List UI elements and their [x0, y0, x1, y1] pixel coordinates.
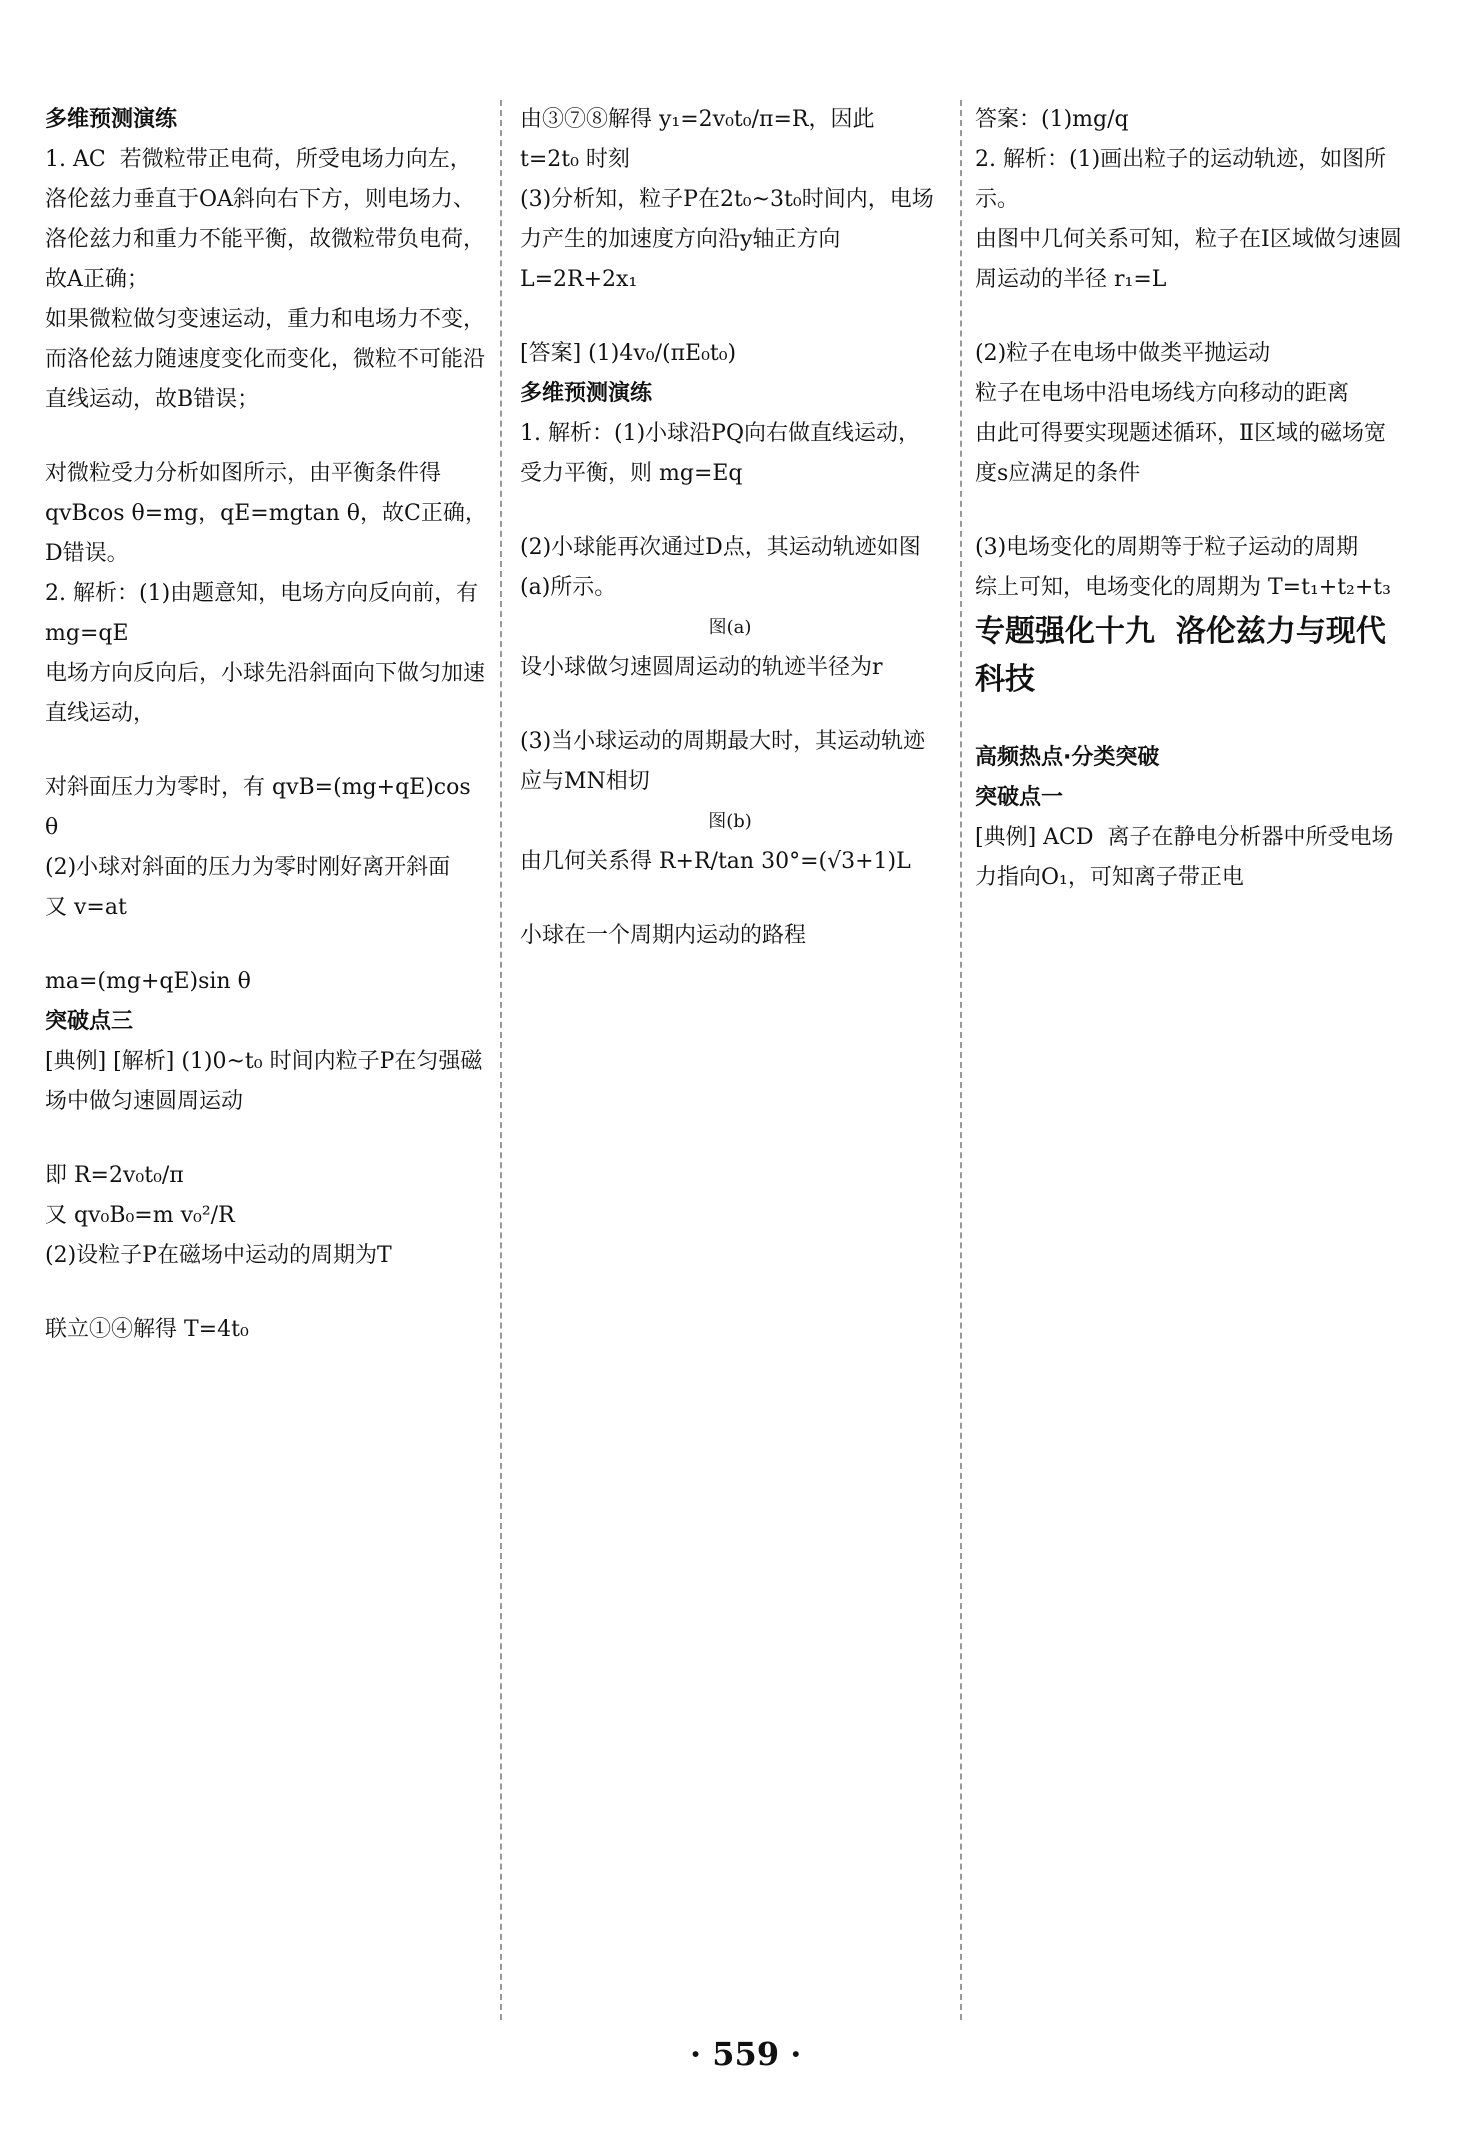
text-line: 多维预测演练: [45, 107, 178, 132]
divider: [500, 100, 502, 2020]
text-line: 答案：(1)mg/q: [975, 107, 1129, 132]
text-line: 小球在一个周期内运动的路程: [520, 923, 807, 948]
text-line: 高频热点·分类突破: [975, 745, 1160, 770]
text-line: (2)小球能再次通过D点，其运动轨迹如图(a)所示。: [520, 535, 921, 600]
column-3: [975, 100, 1405, 932]
text-line: 1. AC 若微粒带正电荷，所受电场力向左，洛伦兹力垂直于OA斜向右下方，则电场力、洛伦兹力和重力不能平衡，故微粒带负电荷，故A正确；: [45, 147, 486, 292]
text-line: (3)电场变化的周期等于粒子运动的周期: [975, 535, 1359, 560]
text-line: 1. 解析：(1)小球沿PQ向右做直线运动，受力平衡，则 mg=Eq: [520, 421, 920, 486]
text-line: L=2R+2x₁: [520, 267, 638, 292]
text-line: 如果微粒做匀变速运动，重力和电场力不变，而洛伦兹力随速度变化而变化，微粒不可能沿直线运动，故B错误；: [45, 307, 486, 412]
text-line: (2)小球对斜面的压力为零时刚好离开斜面: [45, 855, 451, 880]
text-line: (3)分析知，粒子P在2t₀~3t₀时间内，电场力产生的加速度方向沿y轴正方向: [520, 187, 934, 252]
text-line: [典例] ACD 离子在静电分析器中所受电场力指向O₁，可知离子带正电: [975, 825, 1394, 890]
text-line: (2)粒子在电场中做类平抛运动: [975, 341, 1271, 366]
text-line: 对微粒受力分析如图所示，由平衡条件得 qvBcos θ=mg，qE=mgtan θ，故C正确，D错误。: [45, 461, 487, 566]
text-line: 专题强化十九 洛伦兹力与现代科技: [975, 614, 1386, 697]
text-line: 又 v=at: [45, 895, 127, 920]
text-line: 由此可得要实现题述循环，Ⅱ区域的磁场宽度s应满足的条件: [975, 421, 1386, 486]
text-line: 由几何关系得 R+R/tan 30°=(√3+1)L: [520, 849, 911, 874]
column-2: [520, 100, 940, 956]
text-line: 对斜面压力为零时，有 qvB=(mg+qE)cos θ: [45, 775, 478, 840]
text-line: (2)设粒子P在磁场中运动的周期为T: [45, 1243, 392, 1268]
text-line: 由图中几何关系可知，粒子在Ⅰ区域做匀速圆周运动的半径 r₁=L: [975, 227, 1402, 292]
text-line: 联立①④解得 T=4t₀: [45, 1317, 249, 1342]
text-line: 多维预测演练: [520, 381, 653, 406]
text-line: [答案] (1)4v₀/(πE₀t₀): [520, 341, 737, 366]
text-line: 电场方向反向后，小球先沿斜面向下做匀加速直线运动，: [45, 661, 486, 726]
text-line: 2. 解析：(1)由题意知，电场方向反向前，有 mg=qE: [45, 581, 486, 646]
text-line: 图(a): [708, 617, 752, 638]
text-line: 粒子在电场中沿电场线方向移动的距离: [975, 381, 1350, 406]
text-line: (3)当小球运动的周期最大时，其运动轨迹应与MN相切: [520, 729, 926, 794]
text-line: ma=(mg+qE)sin θ: [45, 969, 251, 994]
page-number: · 559 ·: [690, 2035, 802, 2073]
divider: [960, 100, 962, 2020]
column-1: [45, 100, 490, 1350]
text-line: 图(b): [708, 811, 752, 832]
text-line: 突破点一: [975, 785, 1064, 810]
text-line: 2. 解析：(1)画出粒子的运动轨迹，如图所示。: [975, 147, 1387, 212]
text-line: 综上可知，电场变化的周期为 T=t₁+t₂+t₃: [975, 575, 1391, 600]
text-line: 突破点三: [45, 1009, 134, 1034]
text-line: 设小球做匀速圆周运动的轨迹半径为r: [520, 655, 883, 680]
text-line: [典例] [解析] (1)0~t₀ 时间内粒子P在匀强磁场中做匀速圆周运动: [45, 1049, 483, 1114]
text-line: 由③⑦⑧解得 y₁=2v₀t₀/π=R，因此 t=2t₀ 时刻: [520, 107, 882, 172]
text-line: 即 R=2v₀t₀/π: [45, 1163, 184, 1188]
text-line: 又 qv₀B₀=m v₀²/R: [45, 1203, 235, 1228]
